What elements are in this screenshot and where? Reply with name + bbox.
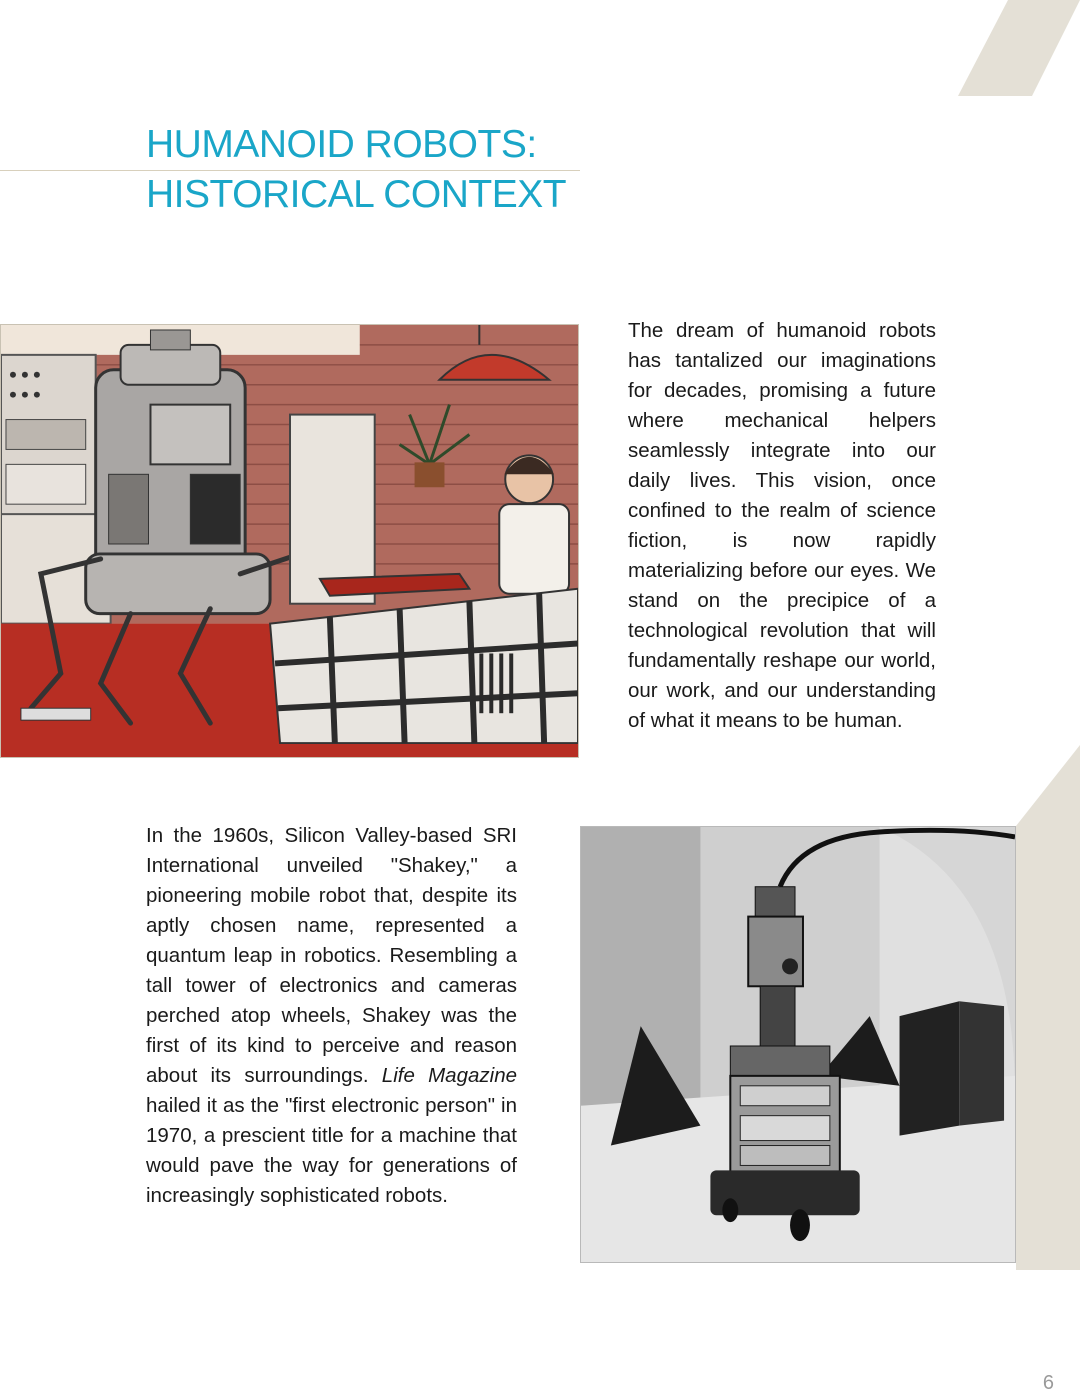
life-magazine-italic: Life Magazine: [381, 1064, 517, 1087]
retro-robot-illustration: [0, 324, 579, 758]
shakey-robot-photo: [580, 826, 1016, 1263]
intro-paragraph: The dream of humanoid robots has tantalized our imaginations for decades, promising a future where mechanical helpers seamlessly integrate into our daily lives. This vision, once confined to the realm of science fiction, is now rapidly materializing before our eyes. We stand on the precipice of a technological revolution that will fundamentally reshape our world, our work, and our understanding of what it means to be human.: [628, 319, 936, 732]
title-line-2: HISTORICAL CONTEXT: [146, 173, 567, 216]
right-edge-parallelogram: [1016, 745, 1080, 1270]
shakey-text-start: In the 1960s, Silicon Valley-based SRI International unveiled "Shakey," a pioneering mobile robot that, despite its aptly chosen name, represented a quantum leap in robotics. Resembling a tall tower of electronics and cameras perched atop wheels, Shakey was the first of its kind to perceive and reason about its surroundings.: [146, 824, 517, 1087]
page-number: 6: [1042, 1372, 1054, 1394]
shakey-paragraph: [146, 821, 517, 1211]
title-line-1: HUMANOID ROBOTS:: [146, 123, 537, 166]
page-title: [146, 120, 566, 220]
shakey-text-end: hailed it as the "first electronic person" in 1970, a prescient title for a machine that would pave the way for generations of increasingly sophisticated robots.: [146, 1094, 517, 1207]
top-right-parallelogram: [958, 0, 1080, 96]
